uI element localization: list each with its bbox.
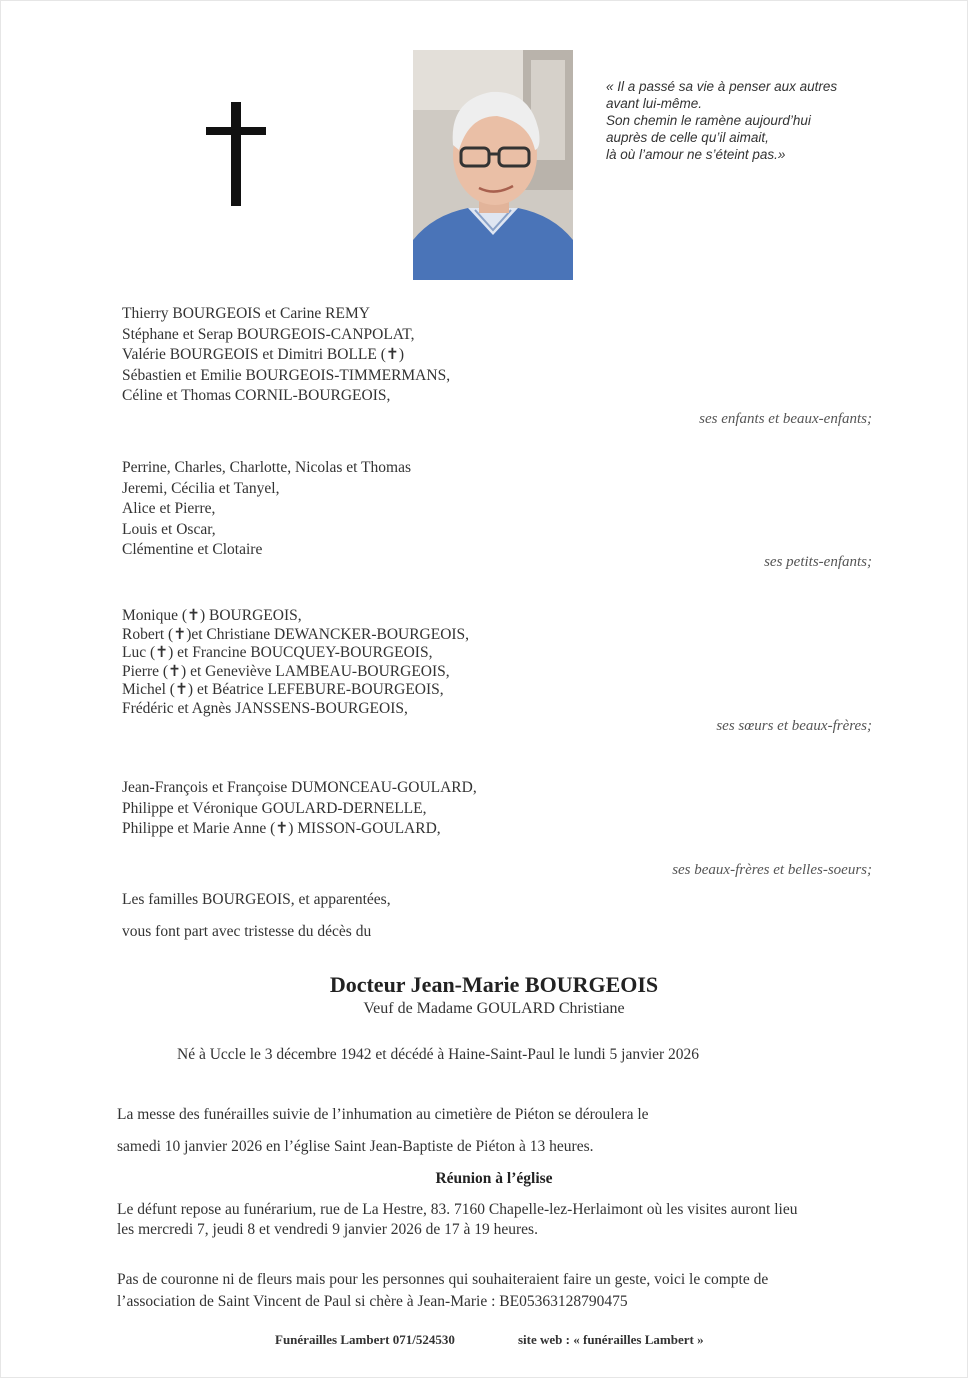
family-line: Jean-François et Françoise DUMONCEAU-GOULARD,	[122, 779, 477, 796]
family-line: Perrine, Charles, Charlotte, Nicolas et Thomas	[122, 459, 411, 476]
footer-company: Funérailles Lambert 071/524530	[275, 1332, 455, 1347]
family-line: Luc (✝) et Francine BOUCQUEY-BOURGEOIS,	[122, 644, 433, 661]
footer-website: site web : « funérailles Lambert »	[518, 1332, 704, 1347]
siblings-list	[122, 607, 469, 718]
family-line: Stéphane et Serap BOURGEOIS-CANPOLAT,	[122, 325, 415, 343]
family-line: Monique (✝) BOURGEOIS,	[122, 607, 302, 624]
deceased-name: Docteur Jean-Marie BOURGEOIS	[329, 972, 659, 997]
children-list	[122, 304, 450, 407]
family-line: Sébastien et Emilie BOURGEOIS-TIMMERMANS,	[122, 366, 451, 384]
funeral-home-line-2: les mercredi 7, jeudi 8 et vendredi 9 janvier 2026 de 17 à 19 heures.	[117, 1221, 538, 1238]
meeting-heading: Réunion à l’église	[435, 1170, 553, 1187]
family-line: Philippe et Marie Anne (✝) MISSON-GOULARD,	[122, 820, 441, 837]
families-line: Les familles BOURGEOIS, et apparentées,	[122, 891, 391, 908]
birth-death-line: Né à Uccle le 3 décembre 1942 et décédé à Haine-Saint-Paul le lundi 5 janvier 2026	[177, 1046, 700, 1063]
portrait-photo	[413, 50, 573, 280]
children-relation: ses enfants et beaux-enfants;	[699, 411, 872, 427]
quote-line: auprès de celle qu’il aimait,	[606, 130, 769, 145]
funeral-home-line-1: Le défunt repose au funérarium, rue de La Hestre, 83. 7160 Chapelle-lez-Herlaimont où les visites auront lieu	[117, 1201, 798, 1218]
family-line: Philippe et Véronique GOULARD-DERNELLE,	[122, 799, 427, 817]
family-line: Thierry BOURGEOIS et Carine REMY	[122, 305, 370, 322]
family-line: Jeremi, Cécilia et Tanyel,	[122, 479, 280, 497]
announce-line: vous font part avec tristesse du décès du	[122, 923, 372, 940]
quote-line: là où l’amour ne s’éteint pas.»	[606, 147, 786, 162]
mass-line-1: La messe des funérailles suivie de l’inhumation au cimetière de Piéton se déroulera le	[117, 1106, 649, 1123]
mass-line-2: samedi 10 janvier 2026 en l’église Saint Jean-Baptiste de Piéton à 13 heures.	[117, 1138, 594, 1155]
family-line: Robert (✝)et Christiane DEWANCKER-BOURGEOIS,	[122, 625, 470, 643]
cross-icon	[206, 102, 266, 206]
family-line: Pierre (✝) et Geneviève LAMBEAU-BOURGEOIS,	[122, 662, 450, 680]
family-line: Clémentine et Clotaire	[122, 541, 263, 558]
donation-line-2: l’association de Saint Vincent de Paul si chère à Jean-Marie : BE05363128790475	[117, 1293, 628, 1310]
family-line: Alice et Pierre,	[122, 500, 216, 517]
quote-line: « Il a passé sa vie à penser aux autres	[606, 79, 838, 94]
family-line: Céline et Thomas CORNIL-BOURGEOIS,	[122, 387, 391, 404]
widower-line: Veuf de Madame GOULARD Christiane	[363, 1000, 625, 1017]
quote-line: Son chemin le ramène aujourd’hui	[606, 113, 811, 128]
family-line: Louis et Oscar,	[122, 520, 216, 538]
quote-line: avant lui-même.	[606, 96, 703, 111]
grandchildren-list	[122, 458, 411, 561]
family-line: Frédéric et Agnès JANSSENS-BOURGEOIS,	[122, 699, 408, 717]
family-line: Valérie BOURGEOIS et Dimitri BOLLE (✝)	[122, 346, 405, 363]
inlaws-list	[122, 778, 477, 840]
inlaws-relation: ses beaux-frères et belles-soeurs;	[672, 862, 872, 878]
quote-block	[606, 78, 906, 163]
grandchildren-relation: ses petits-enfants;	[764, 554, 872, 570]
donation-line-1: Pas de couronne ni de fleurs mais pour les personnes qui souhaiteraient faire un geste, voici le compte de	[117, 1271, 769, 1288]
family-line: Michel (✝) et Béatrice LEFEBURE-BOURGEOIS,	[122, 681, 444, 698]
siblings-relation: ses sœurs et beaux-frères;	[716, 718, 872, 734]
